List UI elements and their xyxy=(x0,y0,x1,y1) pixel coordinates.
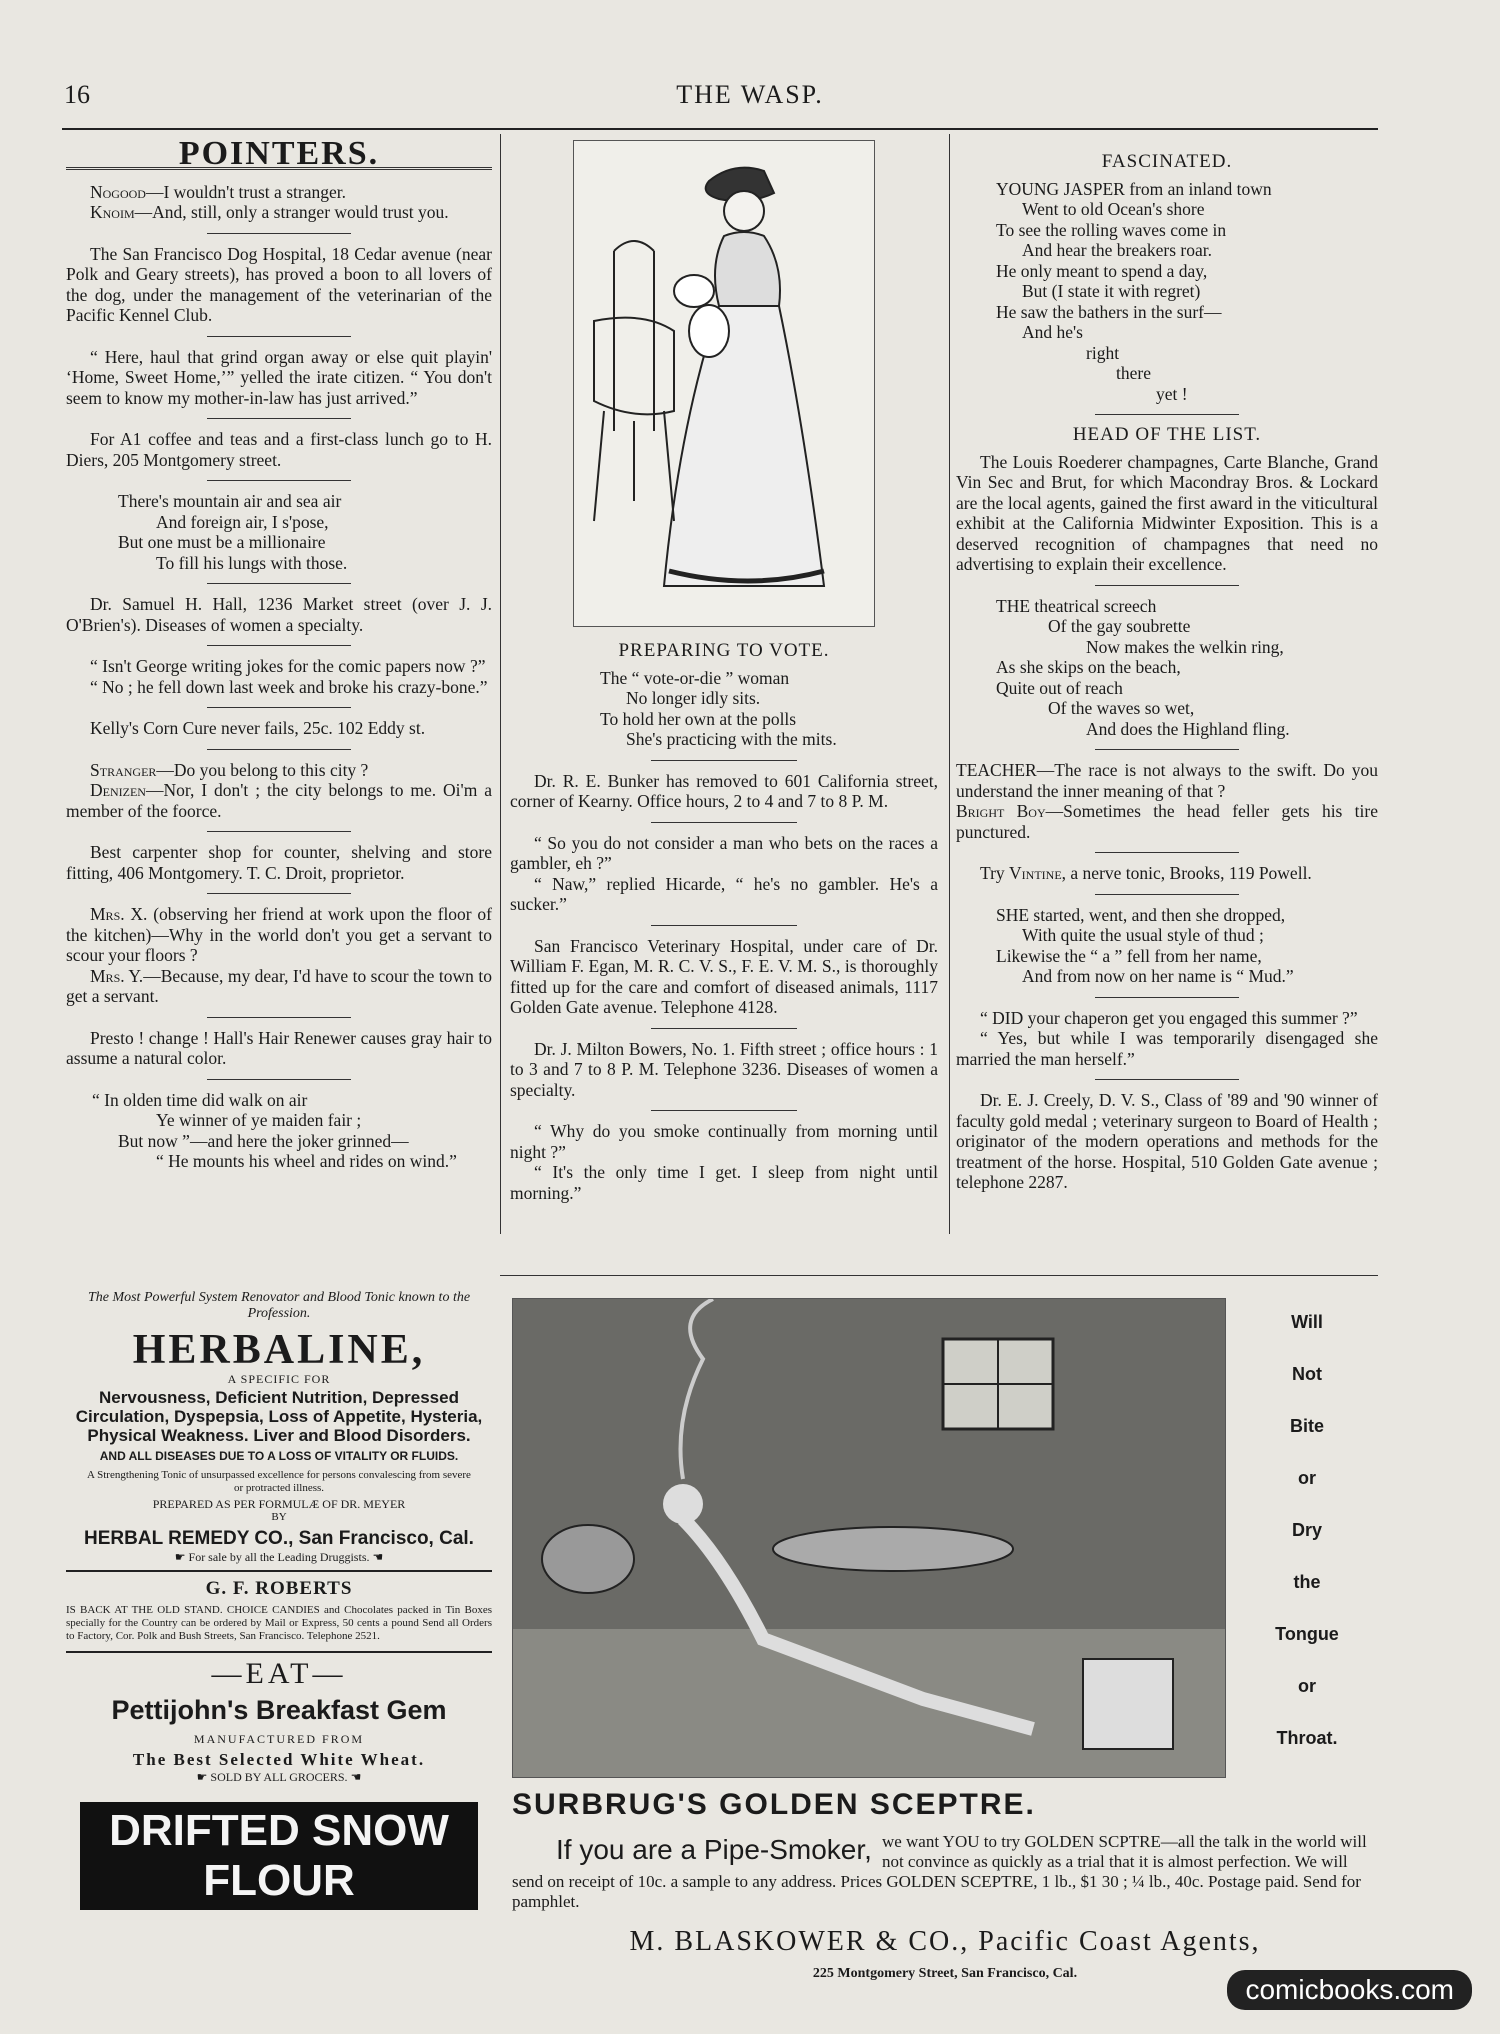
middle-dialog-line: “ It's the only time I get. I sleep from night until morning.” xyxy=(510,1162,938,1203)
roberts-text: IS BACK AT THE OLD STAND. CHOICE CANDIES and Chocolates packed in Tin Boxes specially for the Country can be ordered by Mail or Express, 50 cents a pound Send all Orders to Factory, Cor. Polk and Bush Streets, San Francisco. Telephone 2521. xyxy=(66,1604,492,1642)
verse-line: Ye winner of ye maiden fair ; xyxy=(156,1110,362,1130)
sceptre-side-word: Dry xyxy=(1291,1520,1322,1540)
verse-line: And does the Highland fling. xyxy=(1086,718,1290,739)
fascinated-title: FASCINATED. xyxy=(1101,151,1233,172)
chaperon-line: “ Yes, but while I was temporarily disengaged she married the man herself.” xyxy=(956,1028,1378,1069)
teacher-text: —The race is not always to the swift. Do you understand the inner meaning of that ? xyxy=(956,760,1378,801)
pointers-items xyxy=(66,182,492,1172)
separator xyxy=(207,1017,352,1018)
speaker-name: Mrs. X. xyxy=(90,904,148,924)
verse-line: He only meant to spend a day, xyxy=(996,260,1208,281)
roederer-text: The Louis Roederer champagnes, Carte Blanche, Grand Vin Sec and Brut, for which Macondray Bros. & Lockard are the local agents, gained the first award in the viticultural exhibit at the California Midwinter Exposition. This is a deserved recognition of champagnes that need no advertising to explain their excellence. xyxy=(956,451,1378,574)
herbaline-sale-line xyxy=(66,1550,492,1564)
separator xyxy=(207,831,352,832)
verse-line: No longer idly sits. xyxy=(626,688,761,708)
pointers-paragraph: Dr. Samuel H. Hall, 1236 Market street (over J. J. O'Brien's). Diseases of women a specialty. xyxy=(66,594,492,635)
pointers-title: POINTERS. xyxy=(178,135,380,172)
pipe-smoker-scene-icon xyxy=(513,1299,1225,1777)
verse-line: And he's xyxy=(1022,322,1083,342)
sceptre-side-word: or xyxy=(1298,1468,1316,1488)
verse-line: there xyxy=(1116,363,1151,383)
vintine-line xyxy=(956,863,1378,884)
pointers-dialog-line xyxy=(66,202,492,223)
verse-line: And foreign air, I s'pose, xyxy=(156,511,329,532)
verse-line: “ He mounts his wheel and rides on wind.” xyxy=(156,1151,457,1171)
verse-line: THE theatrical screech xyxy=(996,595,1157,616)
middle-dialog-line: “ Why do you smoke continually from morning until night ?” xyxy=(510,1121,938,1162)
verse-line: And hear the breakers roar. xyxy=(1022,240,1212,260)
vintine-name: Vintine xyxy=(1009,863,1062,883)
verse-line: Of the waves so wet, xyxy=(1048,698,1195,718)
herbaline-prepared: PREPARED AS PER FORMULÆ OF DR. MEYER xyxy=(152,1497,406,1511)
separator xyxy=(651,760,797,761)
creely-text: Dr. E. J. Creely, D. V. S., Class of '89 and '90 winner of faculty gold medal ; veterinary surgeon to Board of Health ; originator of the modern operations and methods for the treatment of the horse. Hospital, 510 Golden Gate avenue ; telephone 2287. xyxy=(956,1090,1378,1192)
separator xyxy=(207,233,352,234)
head-of-list-title: HEAD OF THE LIST. xyxy=(1072,424,1262,445)
separator xyxy=(651,925,797,926)
sceptre-title: SURBRUG'S GOLDEN SCEPTRE. xyxy=(512,1788,1036,1821)
separator xyxy=(1095,997,1238,998)
blaskower-address: 225 Montgomery Street, San Francisco, Cal. xyxy=(812,1966,1078,1981)
sceptre-side-word: Will xyxy=(1291,1312,1323,1332)
woman-illustration xyxy=(573,140,875,627)
verse-line: Of the gay soubrette xyxy=(1048,616,1191,636)
separator xyxy=(207,336,352,337)
sceptre-side-word: Throat. xyxy=(1276,1728,1338,1748)
column-divider-2 xyxy=(949,134,950,1234)
speaker-text: —And, still, only a stranger would trust you. xyxy=(134,202,449,222)
separator xyxy=(1095,894,1238,895)
herbaline-specific: A SPECIFIC FOR xyxy=(227,1372,331,1386)
verse-line: Now makes the welkin ring, xyxy=(1086,636,1284,657)
herbaline-tonic: A Strengthening Tonic of unsurpassed excellence for persons convalescing from severe or protracted illness. xyxy=(87,1469,471,1494)
verse-line: With quite the usual style of thud ; xyxy=(1022,925,1264,945)
sceptre-side-word: the xyxy=(1293,1572,1321,1592)
middle-paragraph: Dr. J. Milton Bowers, No. 1. Fifth street ; office hours : 1 to 3 and 7 to 8 P. M. Telephone 3236. Diseases of women a specialty. xyxy=(510,1038,938,1100)
verse-line: He saw the bathers in the surf— xyxy=(996,301,1222,322)
pointers-paragraph: “ Here, haul that grind organ away or else quit playin' ‘Home, Sweet Home,’” yelled the irate citizen. “ You don't seem to know my mother-in-law has just arrived.” xyxy=(66,346,492,408)
separator xyxy=(207,480,352,481)
speaker-name: Denizen xyxy=(90,780,146,800)
pointers-dialog-line xyxy=(66,760,492,781)
verse-line: As she skips on the beach, xyxy=(996,657,1181,677)
chaperon-joke xyxy=(956,1008,1378,1070)
ad-rule-2 xyxy=(66,1651,492,1653)
pointers-column xyxy=(66,135,492,1172)
vintine-post: , a nerve tonic, Brooks, 119 Powell. xyxy=(1061,863,1312,883)
middle-dialog-line: “ So you do not consider a man who bets on the races a gambler, eh ?” xyxy=(510,832,938,873)
right-column xyxy=(956,146,1378,1193)
soubrette-poem xyxy=(956,596,1378,740)
pointing-hand-icon-3: ☚ xyxy=(347,1770,362,1784)
speaker-text: (observing her friend at work upon the floor of the kitchen)—Why in the world don't you get a servant to scour your floors ? xyxy=(66,904,492,965)
verse-line: But (I state it with regret) xyxy=(1022,281,1201,301)
speaker-name: Stranger xyxy=(90,759,157,780)
verse-line: She's practicing with the mits. xyxy=(626,729,837,749)
pointers-dialog-line xyxy=(66,780,492,821)
middle-dialog-line: “ Naw,” replied Hicarde, “ he's no gambler. He's a sucker.” xyxy=(510,873,938,914)
middle-paragraph: San Francisco Veterinary Hospital, under care of Dr. William F. Egan, M. R. C. V. S., F. E. V. M. S., is thoroughly fitted up for the care and comfort of diseased animals, 1117 Golden Gate avenue. Telephone 4128. xyxy=(510,935,938,1017)
middle-items xyxy=(510,760,938,1204)
herbaline-tagline: The Most Powerful System Renovator and Blood Tonic known to the Profession. xyxy=(87,1290,471,1321)
vote-caption-title: PREPARING TO VOTE. xyxy=(618,640,830,661)
column-divider-1 xyxy=(500,134,501,1234)
section-divider xyxy=(500,1275,1378,1276)
verse-line: right xyxy=(1086,342,1120,363)
sceptre-side-word: Not xyxy=(1292,1364,1322,1384)
separator xyxy=(651,822,797,823)
pointing-hand-icon-2: ☛ xyxy=(196,1770,211,1784)
middle-paragraph: Dr. R. E. Bunker has removed to 601 California street, corner of Kearny. Office hours, 2 to 4 and 7 to 8 P. M. xyxy=(510,770,938,811)
separator xyxy=(651,1028,797,1029)
separator xyxy=(207,583,352,584)
vote-caption-verse xyxy=(510,668,938,750)
separator xyxy=(1095,749,1238,750)
verse-line: To fill his lungs with those. xyxy=(156,552,348,573)
boy-text: —Sometimes the head feller gets his tire punctured. xyxy=(956,801,1378,842)
herbaline-by: BY xyxy=(271,1511,287,1523)
top-rule xyxy=(62,128,1378,130)
boy-speaker: Bright Boy xyxy=(956,801,1046,821)
sceptre-body xyxy=(512,1832,1378,1912)
teacher-speaker: TEACHER xyxy=(956,760,1037,780)
separator xyxy=(207,893,352,894)
speaker-text: —Do you belong to this city ? xyxy=(156,759,369,780)
pointers-dialog-line xyxy=(66,904,492,966)
white-wheat: The Best Selected White Wheat. xyxy=(132,1750,426,1769)
verse-line: But now ”—and here the joker grinned— xyxy=(118,1130,409,1151)
separator xyxy=(1095,852,1238,853)
sceptre-side-word: Bite xyxy=(1289,1416,1324,1436)
pointers-dialog-line xyxy=(66,182,492,203)
pointers-paragraph: Kelly's Corn Cure never fails, 25c. 102 Eddy st. xyxy=(90,718,426,738)
herbaline-and: AND ALL DISEASES DUE TO A LOSS OF VITALITY OR FLUIDS. xyxy=(99,1449,459,1463)
pointing-hand-icon: ☛ xyxy=(174,1550,189,1564)
page-number: 16 xyxy=(64,80,90,109)
pointers-paragraph: For A1 coffee and teas and a first-class lunch go to H. Diers, 205 Montgomery street. xyxy=(66,429,492,470)
verse-line: “ In olden time did walk on air xyxy=(92,1089,308,1110)
verse-line: But one must be a millionaire xyxy=(118,532,326,552)
speaker-text: —Nor, I don't ; the city belongs to me. Oi'm a member of the foorce. xyxy=(66,780,492,821)
speaker-name: Nogood xyxy=(90,181,146,202)
boy-line xyxy=(956,801,1378,842)
drifted-snow-flour-banner: DRIFTED SNOW FLOUR xyxy=(80,1802,478,1910)
sceptre-side-word: Tongue xyxy=(1275,1624,1339,1644)
herbaline-title: HERBALINE, xyxy=(132,1327,426,1373)
separator xyxy=(1095,585,1238,586)
roberts-title: G. F. ROBERTS xyxy=(205,1578,353,1599)
grocers-line xyxy=(66,1770,492,1784)
pointers-verse xyxy=(66,1090,492,1172)
teacher-line xyxy=(956,760,1378,801)
verse-line: To see the rolling waves come in xyxy=(996,219,1227,240)
pipe-smoker-engraving xyxy=(512,1298,1226,1778)
separator xyxy=(207,707,352,708)
pointers-paragraph: Presto ! change ! Hall's Hair Renewer causes gray hair to assume a natural color. xyxy=(66,1027,492,1068)
verse-line: SHE started, went, and then she dropped, xyxy=(996,904,1286,925)
pointers-paragraph: The San Francisco Dog Hospital, 18 Cedar avenue (near Polk and Geary streets), has proved a boon to all lovers of the dog, under the management of the veterinarian of the Pacific Kennel Club. xyxy=(66,243,492,325)
pointers-dialog-line xyxy=(66,966,492,1007)
middle-column xyxy=(510,140,938,1203)
verse-line: And from now on her name is “ Mud.” xyxy=(1022,966,1294,986)
pointers-verse xyxy=(66,491,492,573)
sceptre-side-word: or xyxy=(1298,1676,1316,1696)
sceptre-text: we want YOU to try GOLDEN SCPTRE—all the talk in the world will not convince as quickly as a trial that it is almost perfection. We will send on receipt of 10c. a sample to any address. Prices GOLDEN SCEPTRE, 1 lb., $1 30 ; ¼ lb., 40c. Postage paid. Send for pamphlet. xyxy=(512,1832,1367,1911)
verse-line: YOUNG JASPER from an inland town xyxy=(996,178,1272,199)
verse-line: There's mountain air and sea air xyxy=(118,491,342,511)
herbaline-ad xyxy=(66,1290,492,1910)
mud-poem xyxy=(956,905,1378,987)
verse-line: Quite out of reach xyxy=(996,677,1123,698)
masthead: THE WASP. xyxy=(676,80,824,109)
separator xyxy=(1095,414,1238,415)
verse-line: The “ vote-or-die ” woman xyxy=(600,667,790,688)
separator xyxy=(651,1110,797,1111)
speaker-text: —Because, my dear, I'd have to scour the town to get a servant. xyxy=(66,965,492,1006)
pointers-dialog-line: “ Isn't George writing jokes for the comic papers now ?” xyxy=(90,656,486,676)
pipe-smoker-heading: If you are a Pipe-Smoker, xyxy=(556,1834,872,1865)
chaperon-line: “ DID your chaperon get you engaged this summer ?” xyxy=(980,1007,1358,1028)
verse-line: Likewise the “ a ” fell from her name, xyxy=(996,945,1262,966)
surbrug-ad xyxy=(512,1298,1378,1998)
verse-line: Went to old Ocean's shore xyxy=(1022,199,1205,219)
pointers-dialog-line: “ No ; he fell down last week and broke his crazy-bone.” xyxy=(90,676,488,697)
vintine-pre: Try xyxy=(980,863,1010,883)
manufactured-from: MANUFACTURED FROM xyxy=(193,1732,365,1746)
herbaline-sale: For sale by all the Leading Druggists. xyxy=(188,1550,370,1564)
woman-boxing-mits-icon xyxy=(574,141,874,626)
speaker-name: Mrs. Y. xyxy=(90,965,144,986)
eat-heading: —EAT— xyxy=(211,1657,347,1690)
site-watermark: comicbooks.com xyxy=(1227,1970,1472,2010)
grocers-text: SOLD BY ALL GROCERS. xyxy=(210,1770,348,1784)
separator xyxy=(207,418,352,419)
separator xyxy=(207,749,352,750)
herbaline-company: HERBAL REMEDY CO., San Francisco, Cal. xyxy=(84,1528,474,1549)
speaker-name: Knoim xyxy=(90,202,135,222)
ad-rule xyxy=(66,1570,492,1572)
blaskower-line: M. BLASKOWER & CO., Pacific Coast Agents, xyxy=(629,1926,1261,1957)
speaker-text: —I wouldn't trust a stranger. xyxy=(145,181,346,202)
separator xyxy=(1095,1079,1238,1080)
pointing-hand-icon-right: ☚ xyxy=(369,1550,384,1564)
separator xyxy=(207,645,352,646)
herbaline-list: Nervousness, Deficient Nutrition, Depressed Circulation, Dyspepsia, Loss of Appetite, Hysteria, Physical Weakness. Liver and Blood Disorders. xyxy=(75,1388,483,1445)
verse-line: yet ! xyxy=(1156,383,1188,404)
pointers-paragraph: Best carpenter shop for counter, shelving and store fitting, 406 Montgomery. T. C. Droit, proprietor. xyxy=(66,842,492,883)
verse-line: To hold her own at the polls xyxy=(600,708,797,729)
separator xyxy=(207,1079,352,1080)
pettijohn-title: Pettijohn's Breakfast Gem xyxy=(111,1695,447,1725)
fascinated-poem xyxy=(956,179,1378,405)
